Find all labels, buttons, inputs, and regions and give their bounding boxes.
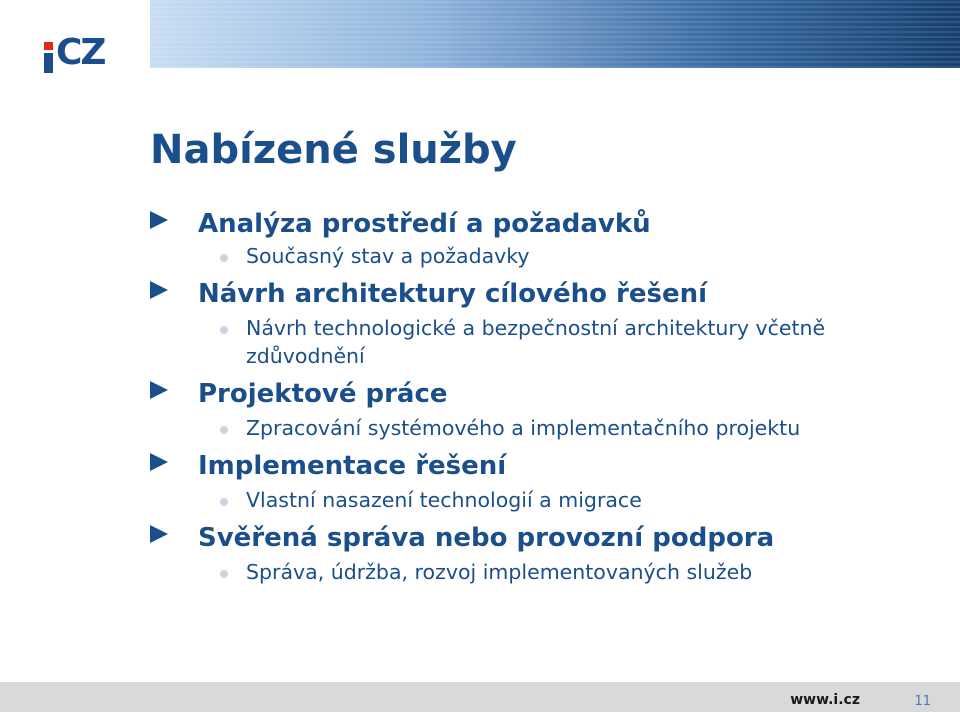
list-item bbox=[150, 274, 950, 314]
page-number: 11 bbox=[914, 694, 931, 709]
sub-item-text: Návrh technologické a bezpečnostní architektury včetně zdůvodnění bbox=[246, 316, 826, 368]
list-item-heading: Analýza prostředí a požadavků bbox=[198, 209, 651, 239]
slide-title: Nabízené služby bbox=[150, 127, 517, 173]
logo-area bbox=[0, 0, 150, 73]
triangle-bullet-icon bbox=[150, 211, 168, 229]
list-item-heading: Implementace řešení bbox=[198, 451, 507, 481]
logo-text: CZ bbox=[56, 32, 105, 73]
triangle-bullet-icon bbox=[150, 525, 168, 543]
list-item bbox=[150, 204, 950, 244]
dot-bullet-icon bbox=[220, 326, 228, 334]
triangle-bullet-icon bbox=[150, 281, 168, 299]
sub-item bbox=[220, 414, 950, 442]
footer-url: www.i.cz bbox=[790, 692, 860, 708]
list-item-heading: Svěřená správa nebo provozní podpora bbox=[198, 523, 775, 553]
company-logo bbox=[44, 32, 105, 73]
sub-item bbox=[220, 486, 950, 514]
logo-i-mark bbox=[44, 42, 53, 70]
triangle-bullet-icon bbox=[150, 381, 168, 399]
sub-item bbox=[220, 242, 950, 270]
header-banner bbox=[150, 0, 960, 68]
list-item bbox=[150, 446, 950, 486]
dot-bullet-icon bbox=[220, 498, 228, 506]
sub-item-text: Správa, údržba, rozvoj implementovaných služeb bbox=[246, 560, 753, 584]
dot-bullet-icon bbox=[220, 254, 228, 262]
triangle-bullet-icon bbox=[150, 453, 168, 471]
list-item bbox=[150, 518, 950, 558]
sub-item bbox=[220, 558, 950, 586]
sub-item-text: Vlastní nasazení technologií a migrace bbox=[246, 488, 642, 512]
sub-item-text: Zpracování systémového a implementačního projektu bbox=[246, 416, 801, 440]
list-item-heading: Projektové práce bbox=[198, 379, 448, 409]
logo-red-dot bbox=[44, 42, 53, 50]
list-item-heading: Návrh architektury cílového řešení bbox=[198, 279, 708, 309]
dot-bullet-icon bbox=[220, 570, 228, 578]
sub-item-text: Současný stav a požadavky bbox=[246, 244, 530, 268]
dot-bullet-icon bbox=[220, 426, 228, 434]
sub-item bbox=[220, 314, 950, 370]
list-item bbox=[150, 374, 950, 414]
logo-stem bbox=[44, 53, 53, 73]
footer-bar bbox=[0, 682, 960, 712]
bullet-list bbox=[150, 204, 950, 586]
